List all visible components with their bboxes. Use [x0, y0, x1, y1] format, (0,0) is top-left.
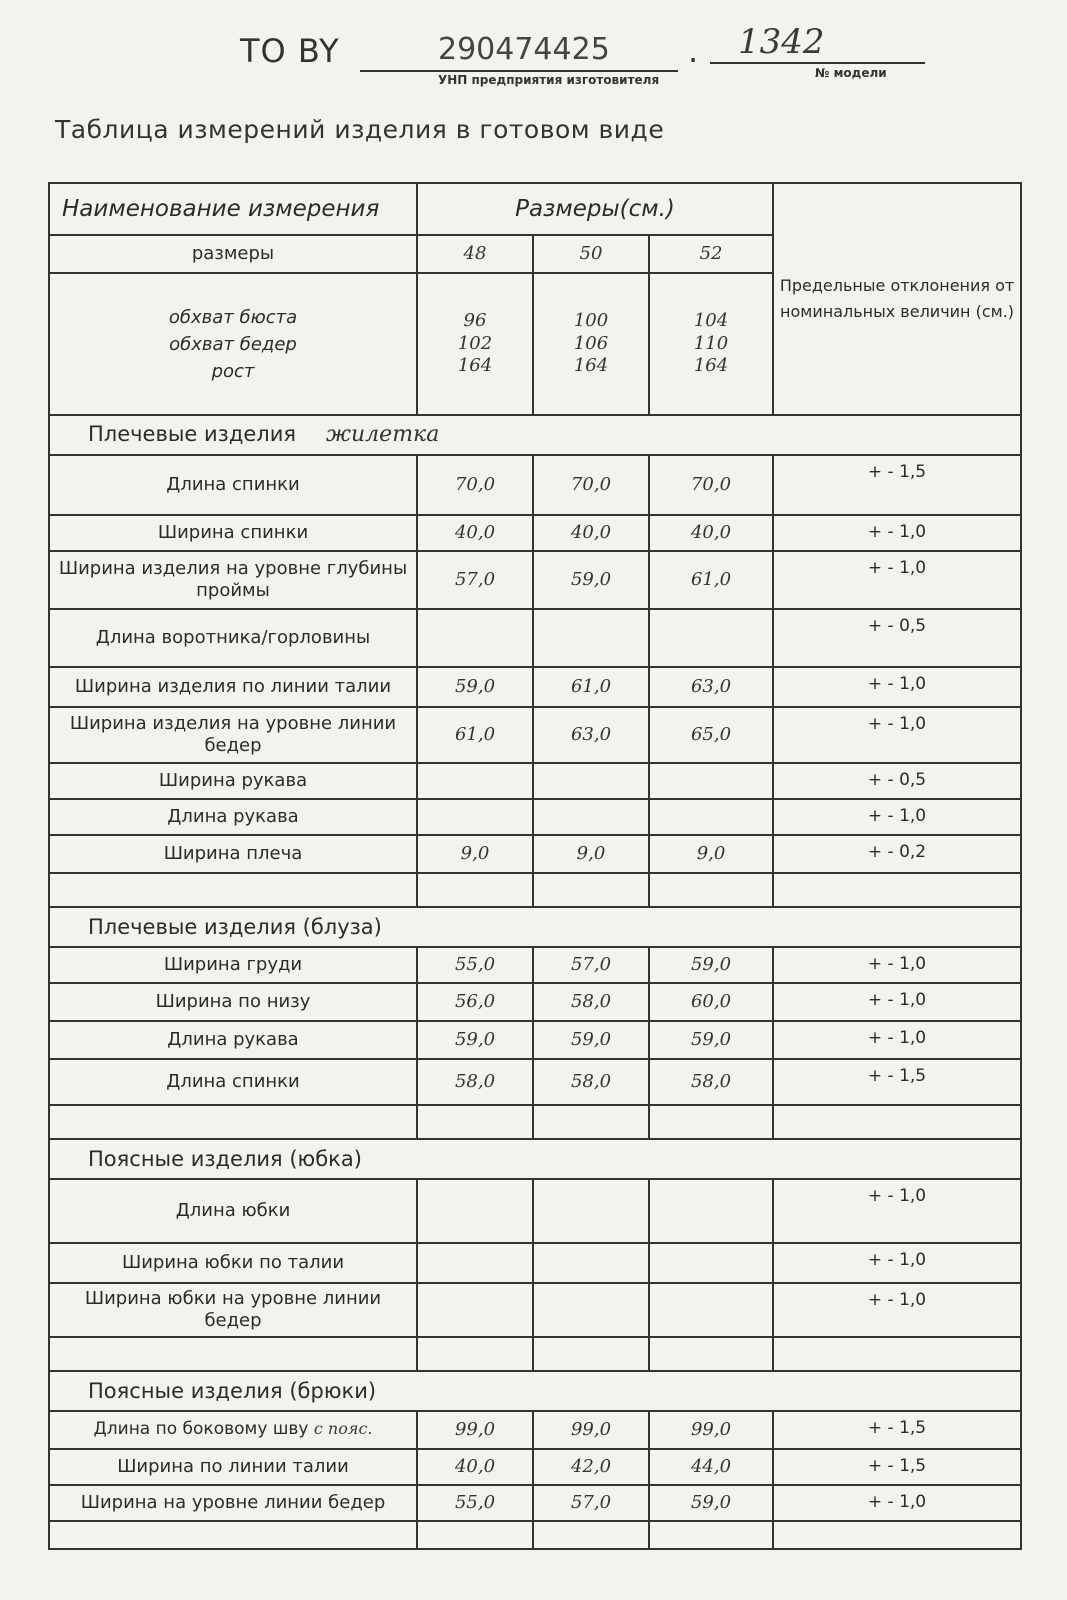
- row-tolerance: + - 1,0: [773, 667, 1021, 707]
- empty-cell: [649, 1337, 773, 1371]
- param-height: рост: [211, 360, 255, 382]
- row-value-48: 55,0: [417, 947, 533, 983]
- row-value-50: [533, 799, 649, 835]
- table-row: [49, 763, 1021, 799]
- body-values-48: [417, 273, 533, 415]
- row-name: Ширина юбки по талии: [49, 1243, 417, 1283]
- row-tolerance: + - 1,5: [773, 1411, 1021, 1449]
- row-value-48: 40,0: [417, 1449, 533, 1485]
- empty-cell: [417, 1105, 533, 1139]
- table-row: [49, 1059, 1021, 1105]
- empty-cell: [49, 1521, 417, 1549]
- table-row: [49, 1411, 1021, 1449]
- hips-52: 110: [693, 332, 729, 354]
- empty-cell: [773, 1105, 1021, 1139]
- table-row: [49, 1485, 1021, 1521]
- row-value-50: 40,0: [533, 515, 649, 551]
- row-name: Ширина на уровне линии бедер: [49, 1485, 417, 1521]
- row-name: [49, 1411, 417, 1449]
- row-value-50: [533, 609, 649, 667]
- section-note: жилетка: [325, 422, 440, 448]
- row-tolerance: + - 1,5: [773, 1449, 1021, 1485]
- row-value-52: 99,0: [649, 1411, 773, 1449]
- empty-cell: [773, 873, 1021, 907]
- row-value-52: 44,0: [649, 1449, 773, 1485]
- row-value-48: 59,0: [417, 667, 533, 707]
- table-row: [49, 1021, 1021, 1059]
- row-tolerance: + - 1,0: [773, 515, 1021, 551]
- empty-cell: [533, 1521, 649, 1549]
- size-50: 50: [533, 235, 649, 273]
- row-value-50: [533, 1243, 649, 1283]
- empty-cell: [649, 1521, 773, 1549]
- unp-caption: УНП предприятия изготовителя: [438, 73, 660, 87]
- row-tolerance: + - 1,0: [773, 799, 1021, 835]
- sizes-label: размеры: [49, 235, 417, 273]
- empty-cell: [649, 1105, 773, 1139]
- bust-52: 104: [693, 310, 729, 332]
- bust-50: 100: [573, 310, 609, 332]
- row-value-48: 56,0: [417, 983, 533, 1021]
- section-title-text: Плечевые изделия: [88, 422, 296, 447]
- height-52: 164: [693, 355, 729, 377]
- hips-50: 106: [573, 332, 609, 354]
- row-value-52: [649, 763, 773, 799]
- empty-row: [49, 873, 1021, 907]
- table-row: [49, 835, 1021, 873]
- height-50: 164: [573, 355, 609, 377]
- row-name: Длина воротника/горловины: [49, 609, 417, 667]
- row-value-52: [649, 1243, 773, 1283]
- row-value-48: 70,0: [417, 455, 533, 515]
- row-value-48: [417, 799, 533, 835]
- row-value-52: 58,0: [649, 1059, 773, 1105]
- row-name: Длина спинки: [49, 455, 417, 515]
- row-tolerance: + - 1,0: [773, 551, 1021, 609]
- row-name: Ширина спинки: [49, 515, 417, 551]
- row-name: Ширина плеча: [49, 835, 417, 873]
- empty-cell: [533, 1337, 649, 1371]
- row-tolerance: + - 0,5: [773, 763, 1021, 799]
- empty-cell: [773, 1337, 1021, 1371]
- empty-row: [49, 1521, 1021, 1549]
- row-tolerance: + - 0,2: [773, 835, 1021, 873]
- row-value-50: [533, 763, 649, 799]
- empty-cell: [417, 1521, 533, 1549]
- row-value-48: [417, 609, 533, 667]
- row-value-52: 59,0: [649, 1021, 773, 1059]
- row-value-50: 59,0: [533, 551, 649, 609]
- row-value-52: 59,0: [649, 947, 773, 983]
- row-value-50: 57,0: [533, 947, 649, 983]
- unp-underline: [360, 70, 678, 72]
- row-name: Длина рукава: [49, 799, 417, 835]
- measurement-table: [48, 182, 1022, 1550]
- row-value-48: [417, 1283, 533, 1337]
- row-value-50: 99,0: [533, 1411, 649, 1449]
- row-name: Ширина по низу: [49, 983, 417, 1021]
- row-tolerance: + - 1,0: [773, 1485, 1021, 1521]
- row-value-52: [649, 799, 773, 835]
- row-value-52: 60,0: [649, 983, 773, 1021]
- row-tolerance: + - 0,5: [773, 609, 1021, 667]
- row-value-50: 61,0: [533, 667, 649, 707]
- table-row: [49, 983, 1021, 1021]
- row-value-48: 57,0: [417, 551, 533, 609]
- unp-value: 290474425: [438, 32, 610, 67]
- row-value-48: 58,0: [417, 1059, 533, 1105]
- table-row: [49, 667, 1021, 707]
- row-value-50: 57,0: [533, 1485, 649, 1521]
- row-value-52: [649, 1283, 773, 1337]
- row-value-52: 63,0: [649, 667, 773, 707]
- hips-48: 102: [457, 332, 493, 354]
- row-value-52: 59,0: [649, 1485, 773, 1521]
- row-value-52: 40,0: [649, 515, 773, 551]
- row-value-52: 61,0: [649, 551, 773, 609]
- empty-cell: [417, 873, 533, 907]
- row-tolerance: + - 1,5: [773, 455, 1021, 515]
- row-name: Длина юбки: [49, 1179, 417, 1243]
- document-title: Таблица измерений изделия в готовом виде: [55, 115, 665, 144]
- row-value-52: [649, 1179, 773, 1243]
- table-row: [49, 551, 1021, 609]
- table-row: [49, 455, 1021, 515]
- tolerance-header: Предельные отклонения от номинальных величин (см.): [773, 183, 1021, 415]
- table-row: [49, 515, 1021, 551]
- empty-row: [49, 1105, 1021, 1139]
- table-row: [49, 707, 1021, 763]
- empty-cell: [49, 1337, 417, 1371]
- row-name: Ширина рукава: [49, 763, 417, 799]
- empty-row: [49, 1337, 1021, 1371]
- model-underline: [710, 62, 925, 64]
- row-name: Ширина изделия на уровне глубины проймы: [49, 551, 417, 609]
- section-title: Плечевые изделия (блуза): [49, 907, 1021, 947]
- empty-cell: [49, 1105, 417, 1139]
- row-value-50: 58,0: [533, 1059, 649, 1105]
- row-value-52: 70,0: [649, 455, 773, 515]
- size-48: 48: [417, 235, 533, 273]
- row-name: Ширина груди: [49, 947, 417, 983]
- row-value-50: 59,0: [533, 1021, 649, 1059]
- header-separator: .: [688, 32, 700, 70]
- body-values-52: [649, 273, 773, 415]
- row-tolerance: + - 1,0: [773, 1243, 1021, 1283]
- row-name: Ширина по линии талии: [49, 1449, 417, 1485]
- height-48: 164: [457, 355, 493, 377]
- row-value-48: [417, 763, 533, 799]
- row-value-48: 61,0: [417, 707, 533, 763]
- size-52: 52: [649, 235, 773, 273]
- row-value-48: [417, 1179, 533, 1243]
- table-row: [49, 1283, 1021, 1337]
- row-tolerance: + - 1,0: [773, 1021, 1021, 1059]
- row-value-50: 9,0: [533, 835, 649, 873]
- header-prefix: ТО BY: [240, 32, 340, 70]
- row-value-48: 9,0: [417, 835, 533, 873]
- empty-cell: [533, 1105, 649, 1139]
- table-row: [49, 1179, 1021, 1243]
- row-tolerance: + - 1,0: [773, 947, 1021, 983]
- row-value-48: 40,0: [417, 515, 533, 551]
- row-name: Длина рукава: [49, 1021, 417, 1059]
- body-values-50: [533, 273, 649, 415]
- col-name-header: Наименование измерения: [49, 183, 417, 235]
- empty-cell: [417, 1337, 533, 1371]
- table-row: [49, 1449, 1021, 1485]
- row-value-50: [533, 1179, 649, 1243]
- sizes-header: Размеры(см.): [417, 183, 773, 235]
- table-row: [49, 1243, 1021, 1283]
- row-value-50: 70,0: [533, 455, 649, 515]
- row-tolerance: + - 1,0: [773, 1179, 1021, 1243]
- row-value-48: [417, 1243, 533, 1283]
- section-title: Поясные изделия (юбка): [49, 1139, 1021, 1179]
- row-value-48: 55,0: [417, 1485, 533, 1521]
- model-number: 1342: [738, 22, 825, 62]
- row-name-text: Длина по боковому шву: [93, 1419, 309, 1440]
- param-hips: обхват бедер: [169, 333, 297, 355]
- row-value-50: 42,0: [533, 1449, 649, 1485]
- param-bust: обхват бюста: [168, 306, 298, 328]
- row-value-52: 65,0: [649, 707, 773, 763]
- row-name: Ширина юбки на уровне линии бедер: [49, 1283, 417, 1337]
- row-note: с пояс.: [313, 1419, 373, 1439]
- row-value-50: [533, 1283, 649, 1337]
- row-value-52: 9,0: [649, 835, 773, 873]
- bust-48: 96: [463, 310, 487, 332]
- row-value-50: 63,0: [533, 707, 649, 763]
- empty-cell: [649, 873, 773, 907]
- row-value-50: 58,0: [533, 983, 649, 1021]
- model-caption: № модели: [815, 66, 887, 80]
- body-params-cell: [49, 273, 417, 415]
- row-name: Ширина изделия на уровне линии бедер: [49, 707, 417, 763]
- row-tolerance: + - 1,0: [773, 1283, 1021, 1337]
- section-title: [49, 415, 1021, 455]
- row-value-48: 99,0: [417, 1411, 533, 1449]
- row-value-48: 59,0: [417, 1021, 533, 1059]
- row-tolerance: + - 1,5: [773, 1059, 1021, 1105]
- empty-cell: [533, 873, 649, 907]
- row-name: Длина спинки: [49, 1059, 417, 1105]
- row-tolerance: + - 1,0: [773, 983, 1021, 1021]
- table-row: [49, 609, 1021, 667]
- row-tolerance: + - 1,0: [773, 707, 1021, 763]
- empty-cell: [49, 873, 417, 907]
- row-value-52: [649, 609, 773, 667]
- table-row: [49, 799, 1021, 835]
- section-title: Поясные изделия (брюки): [49, 1371, 1021, 1411]
- table-row: [49, 947, 1021, 983]
- row-name: Ширина изделия по линии талии: [49, 667, 417, 707]
- empty-cell: [773, 1521, 1021, 1549]
